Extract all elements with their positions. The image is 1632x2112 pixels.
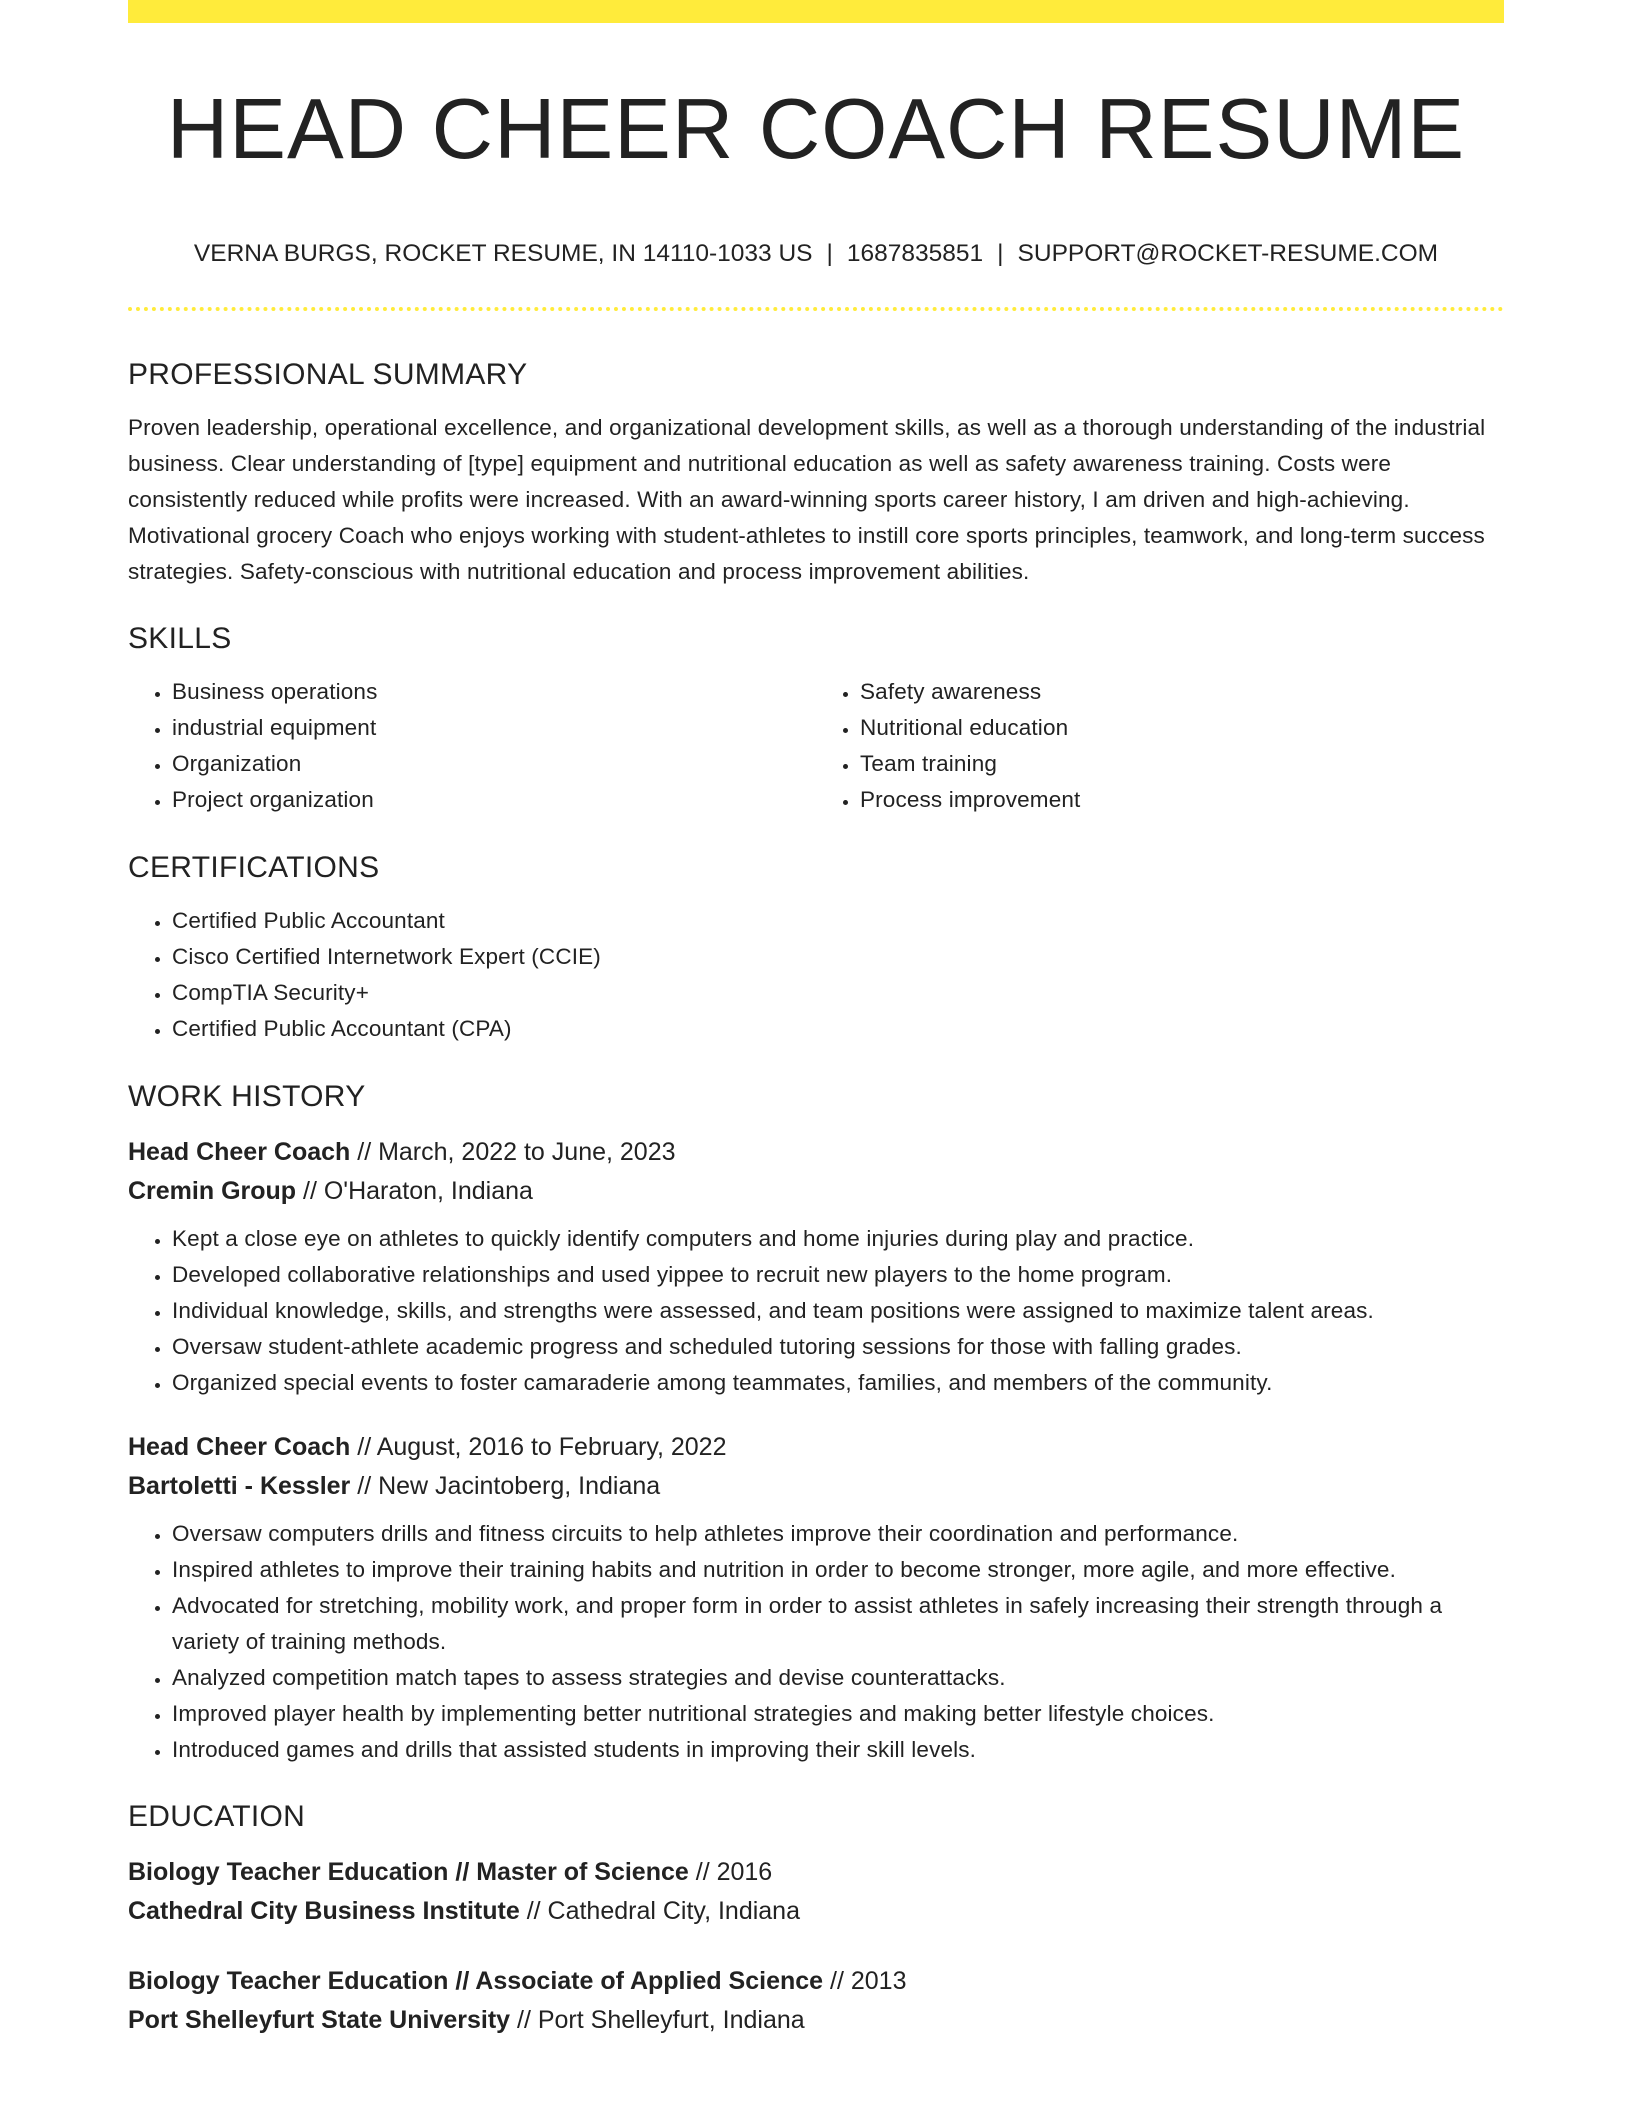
job-title-line [128, 1428, 1504, 1467]
skill-item: • Safety awareness [860, 674, 1504, 710]
certifications-heading: CERTIFICATIONS [128, 851, 380, 884]
education-entry [128, 1853, 1504, 1931]
education-section [128, 1794, 1504, 2040]
job-dates: // August, 2016 to February, 2022 [350, 1433, 727, 1461]
job-title: Head Cheer Coach [128, 1433, 351, 1461]
skill-item: • Business operations [172, 674, 816, 710]
work-history-heading: WORK HISTORY [128, 1080, 366, 1113]
education-degree-line [128, 1962, 1504, 2001]
job-bullet: • Advocated for stretching, mobility work, and proper form in order to assist athletes in safely increasing their strength through a variety of training methods. [172, 1588, 1504, 1660]
education-degree: Biology Teacher Education // Master of Science [128, 1858, 689, 1886]
contact-email: SUPPORT@ROCKET-RESUME.COM [1017, 240, 1439, 267]
job-entry [128, 1133, 1504, 1401]
job-company: Cremin Group [128, 1177, 297, 1205]
contact-separator: | [997, 240, 1004, 267]
job-bullet: • Analyzed competition match tapes to assess strategies and devise counterattacks. [172, 1660, 1504, 1696]
work-history-section [128, 1074, 1504, 1768]
skill-item: • Nutritional education [860, 710, 1504, 746]
job-bullet: • Introduced games and drills that assisted students in improving their skill levels. [172, 1732, 1504, 1768]
job-bullet: • Oversaw student-athlete academic progress and scheduled tutoring sessions for those with falling grades. [172, 1329, 1504, 1365]
job-bullets [128, 1221, 1504, 1401]
job-location: // New Jacintoberg, Indiana [350, 1472, 661, 1500]
certification-item: • Certified Public Accountant (CPA) [172, 1011, 1504, 1047]
summary-text: Proven leadership, operational excellence, and organizational development skills, as well as a thorough understanding of the industrial business. Clear understanding of [type] equipment and nutritional education as well as safety awareness training. Costs were consistently reduced while profits were increased. With an award-winning sports career history, I am driven and high-achieving. Motivational grocery Coach who enjoys working with student-athletes to instill core sports principles, teamwork, and long-term success strategies. Safety-conscious with nutritional education and process improvement abilities. [128, 415, 1486, 584]
dotted-divider [128, 307, 1504, 311]
job-bullets [128, 1516, 1504, 1768]
job-bullet: • Oversaw computers drills and fitness circuits to help athletes improve their coordination and performance. [172, 1516, 1504, 1552]
summary-section [128, 352, 1504, 590]
job-company-line [128, 1172, 1504, 1211]
skill-item: • Organization [172, 746, 816, 782]
job-title: Head Cheer Coach [128, 1138, 351, 1166]
resume-body [128, 352, 1504, 2040]
job-company-line [128, 1467, 1504, 1506]
job-bullet: • Inspired athletes to improve their training habits and nutrition in order to become stronger, more agile, and more effective. [172, 1552, 1504, 1588]
job-company: Bartoletti - Kessler [128, 1472, 351, 1500]
job-location: // O'Haraton, Indiana [296, 1177, 533, 1205]
certification-item: • Cisco Certified Internetwork Expert (CCIE) [172, 939, 1504, 975]
job-bullet: • Developed collaborative relationships and used yippee to recruit new players to the home program. [172, 1257, 1504, 1293]
certification-item: • Certified Public Accountant [172, 903, 1504, 939]
skills-grid [128, 674, 1504, 818]
accent-top-bar [128, 0, 1504, 23]
contact-address: VERNA BURGS, ROCKET RESUME, IN 14110-1033 US [193, 240, 813, 267]
job-bullet: • Organized special events to foster camaraderie among teammates, families, and members of the community. [172, 1365, 1504, 1401]
education-school-line [128, 2001, 1504, 2040]
education-degree: Biology Teacher Education // Associate of Applied Science [128, 1967, 824, 1995]
skill-item: • industrial equipment [172, 710, 816, 746]
education-degree-line [128, 1853, 1504, 1892]
job-title-line [128, 1133, 1504, 1172]
education-entry [128, 1962, 1504, 2040]
job-entry [128, 1428, 1504, 1768]
skill-item: • Team training [860, 746, 1504, 782]
education-heading: EDUCATION [128, 1800, 306, 1833]
job-bullet: • Kept a close eye on athletes to quickly identify computers and home injuries during play and practice. [172, 1221, 1504, 1257]
certifications-section [128, 845, 1504, 1047]
skills-section [128, 616, 1504, 818]
skills-list-right [816, 674, 1504, 818]
skill-item: • Process improvement [860, 782, 1504, 818]
summary-heading: PROFESSIONAL SUMMARY [128, 358, 528, 391]
education-year: // 2016 [688, 1858, 773, 1886]
skill-item: • Project organization [172, 782, 816, 818]
contact-phone: 1687835851 [846, 240, 984, 267]
education-location: // Port Shelleyfurt, Indiana [510, 2006, 805, 2034]
job-bullet: • Individual knowledge, skills, and strengths were assessed, and team positions were assigned to maximize talent areas. [172, 1293, 1504, 1329]
contact-separator: | [826, 240, 833, 267]
education-location: // Cathedral City, Indiana [519, 1897, 800, 1925]
certification-item: • CompTIA Security+ [172, 975, 1504, 1011]
contact-line [128, 236, 1504, 272]
certifications-list [128, 903, 1504, 1047]
education-school-line [128, 1892, 1504, 1931]
education-year: // 2013 [823, 1967, 907, 1995]
education-school: Cathedral City Business Institute [128, 1897, 520, 1925]
resume-title: HEAD CHEER COACH RESUME [166, 82, 1466, 177]
job-bullet: • Improved player health by implementing better nutritional strategies and making better lifestyle choices. [172, 1696, 1504, 1732]
education-school: Port Shelleyfurt State University [128, 2006, 511, 2034]
skills-heading: SKILLS [128, 622, 232, 655]
skills-list-left [128, 674, 816, 818]
job-dates: // March, 2022 to June, 2023 [350, 1138, 676, 1166]
